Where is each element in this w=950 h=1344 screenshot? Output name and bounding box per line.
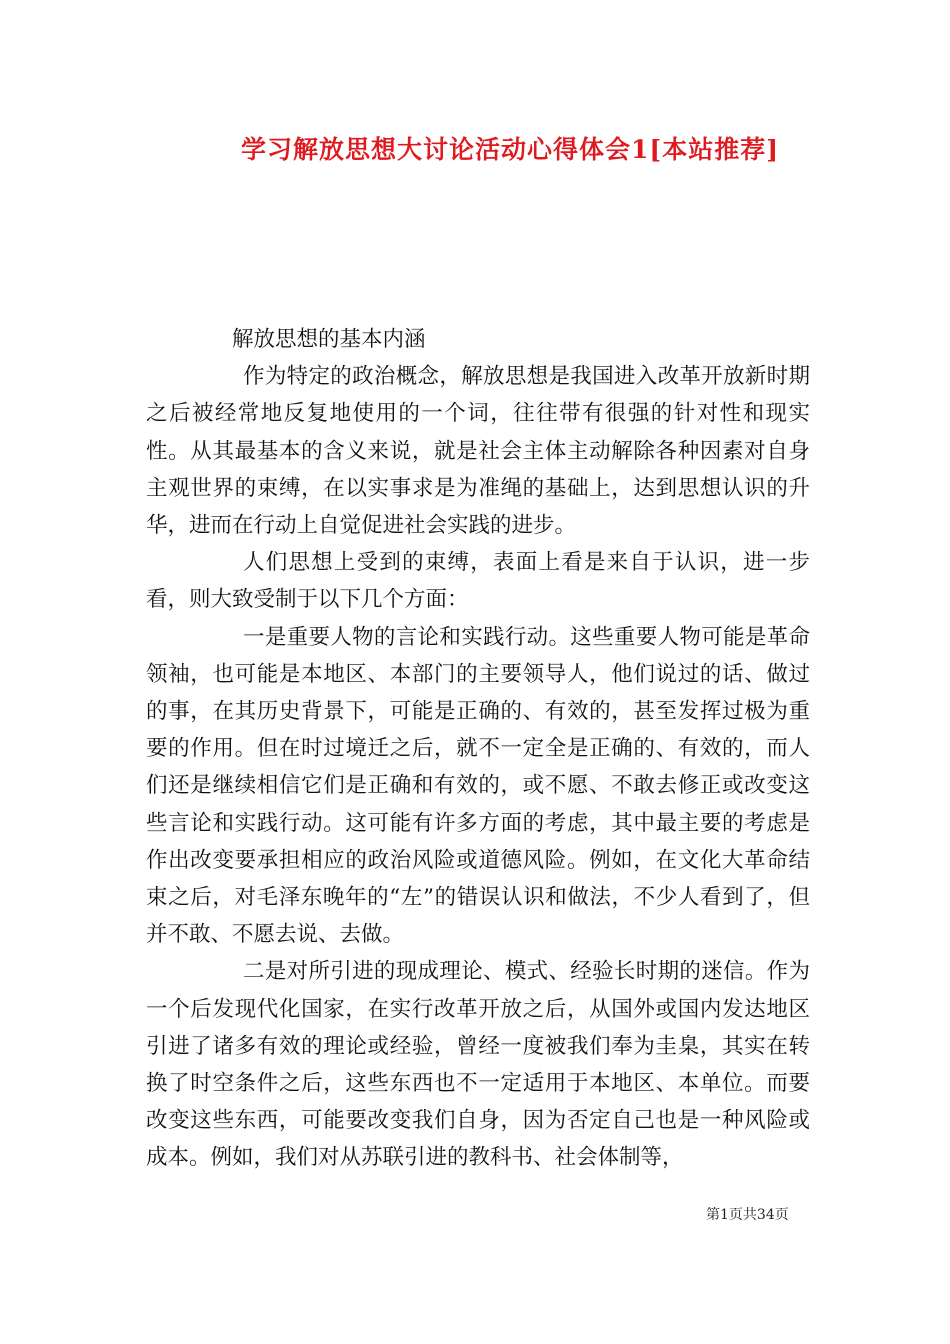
document-title: 学习解放思想大讨论活动心得体会1[本站推荐] [240,135,780,164]
section-heading: 解放思想的基本内涵 [232,327,426,352]
paragraph-4: 二是对所引进的现成理论、模式、经验长时期的迷信。作为一个后发现代化国家，在实行改革开放之后，从国外或国内发达地区引进了诸多有效的理论或经验，曾经一度被我们奉为圭臬，其实在转换了时空条件之后，这些东西也不一定适用于本地区、本单位。而要改变这些东西，可能要改变我们自身，因为否定自己也是一种风险或成本。例如，我们对从苏联引进的教科书、社会体制等， [146,959,810,1171]
document-body [146,321,810,1177]
paragraph-2: 人们思想上受到的束缚，表面上看是来自于认识，进一步看，则大致受制于以下几个方面： [146,550,810,613]
page-number: 第1页共34页 [706,1207,789,1223]
paragraph-1: 作为特定的政治概念，解放思想是我国进入改革开放新时期之后被经常地反复地使用的一个词，往往带有很强的针对性和现实性。从其最基本的含义来说，就是社会主体主动解除各种因素对自身主观世界的束缚，在以实事求是为准绳的基础上，达到思想认识的升华，进而在行动上自觉促进社会实践的进步。 [146,364,810,539]
paragraph-3: 一是重要人物的言论和实践行动。这些重要人物可能是革命领袖，也可能是本地区、本部门的主要领导人，他们说过的话、做过的事，在其历史背景下，可能是正确的、有效的，甚至发挥过极为重要的作用。但在时过境迁之后，就不一定全是正确的、有效的，而人们还是继续相信它们是正确和有效的，或不愿、不敢去修正或改变这些言论和实践行动。这可能有许多方面的考虑，其中最主要的考虑是作出改变要承担相应的政治风险或道德风险。例如，在文化大革命结束之后，对毛泽东晚年的“左”的错误认识和做法，不少人看到了，但并不敢、不愿去说、去做。 [146,624,810,948]
